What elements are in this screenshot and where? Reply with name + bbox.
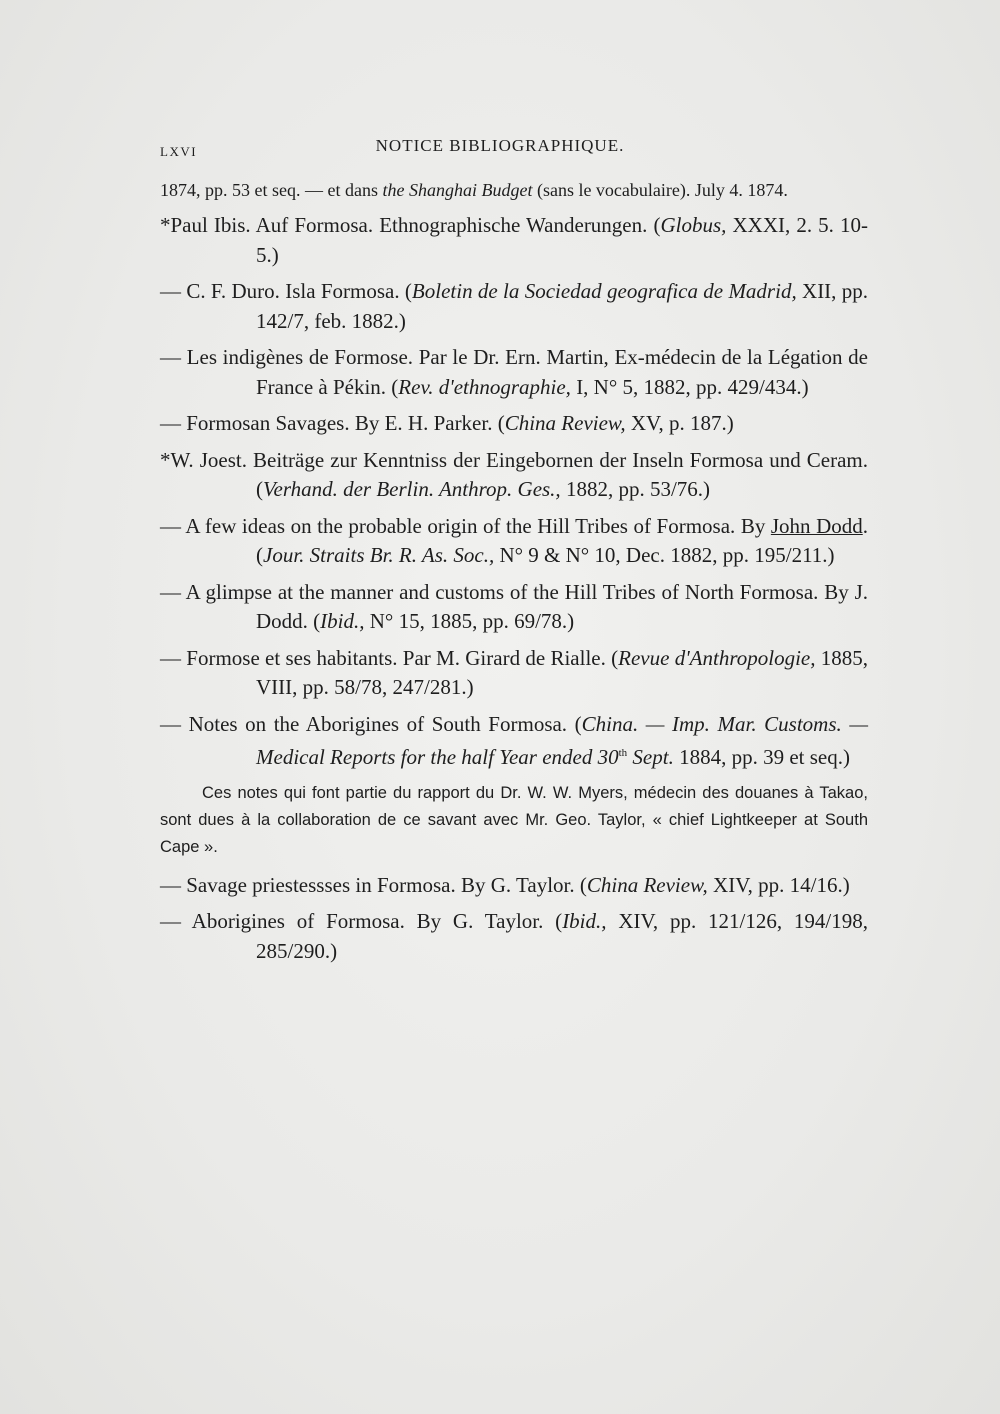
entry-text: N° 15, 1885, pp. 69/78.): [364, 609, 575, 633]
bib-entry-taylor-priestesses: [160, 871, 868, 901]
entry-source-italic: Sept.: [627, 745, 674, 769]
continued-entry: [160, 178, 868, 203]
entry-marker: *: [160, 447, 171, 472]
entry-marker: —: [160, 711, 181, 736]
bib-entry-dodd-ideas: [160, 512, 868, 571]
folio-number: LXVI: [160, 144, 198, 159]
entry-text: . (: [256, 513, 868, 567]
entry-source-italic: Ibid.,: [562, 909, 607, 933]
bib-entry-rialle: [160, 644, 868, 703]
bib-entry-martin: [160, 343, 868, 402]
entry-text: XV, p. 187.): [625, 411, 734, 435]
editorial-note: Ces notes qui font partie du rapport du Dr. W. W. Myers, médecin des douanes à Takao, sont dues à la collaboration de ce savant avec Mr. Geo. Taylor, « chief Lightkeeper at South Cape ».: [160, 783, 868, 856]
bib-entry-duro: [160, 277, 868, 336]
entry-text: Savage priestessses in Formosa. By G. Taylor. (: [186, 872, 587, 897]
entry-source-italic: Rev. d'ethnographie,: [398, 374, 571, 399]
entry-text: (sans le vocabulaire). July 4. 1874.: [532, 180, 788, 200]
entry-source-italic: China. — Imp. Mar. Customs. — Medical Reports for the half Year ended 30: [256, 711, 869, 769]
entry-marker: *: [160, 213, 171, 237]
bib-entry-dodd-glimpse: [160, 578, 868, 637]
entry-source-italic: Boletin de la Sociedad geografica de Madrid,: [411, 279, 797, 303]
entry-title-italic: the Shanghai Budget: [382, 180, 533, 200]
entry-marker: —: [160, 872, 181, 897]
entry-marker: —: [160, 645, 181, 670]
entry-text: C. F. Duro. Isla Formosa. (: [186, 279, 412, 303]
entry-text: Les indigènes de Formose. Par le Dr. Ern. Martin, Ex-médecin de la Légation de France à Pékin. (: [186, 345, 868, 399]
entry-text: Paul Ibis. Auf Formosa. Ethnographische Wanderungen. (: [170, 213, 661, 237]
entry-source-italic: China Review,: [504, 411, 626, 435]
running-title: NOTICE BIBLIOGRAPHIQUE.: [375, 136, 625, 155]
entry-text: XXXI, 2. 5. 10-5.): [256, 213, 869, 267]
underlined-author: John Dodd: [770, 513, 863, 538]
entry-text: 1874, pp. 53 et seq. — et dans: [160, 180, 383, 200]
entry-source-italic: Revue d'Anthropologie,: [618, 645, 816, 670]
entry-text: 1885, VIII, pp. 58/78, 247/281.): [256, 645, 869, 699]
entry-text: N° 9 & N° 10, Dec. 1882, pp. 195/211.): [494, 543, 835, 567]
entry-text: Notes on the Aborigines of South Formosa. (: [188, 711, 582, 736]
entry-text: I, N° 5, 1882, pp. 429/434.): [570, 374, 809, 399]
bib-entry-joest: [160, 446, 868, 505]
entry-text: A few ideas on the probable origin of the Hill Tribes of Formosa. By: [185, 513, 771, 538]
bib-entry-taylor-aborigines: [160, 907, 868, 966]
superscript: th: [618, 747, 628, 759]
entry-text: XIV, pp. 14/16.): [707, 872, 850, 897]
entry-text: XII, pp. 142/7, feb. 1882.): [256, 279, 869, 333]
bib-entry-parker: [160, 409, 868, 439]
entry-source-italic: Verhand. der Berlin. Anthrop. Ges.,: [263, 477, 561, 501]
bibliography-body: [160, 178, 868, 973]
entry-source-italic: Globus,: [660, 213, 727, 237]
entry-text: W. Joest. Beiträge zur Kenntniss der Eingebornen der Inseln Formosa und Ceram. (: [170, 447, 868, 501]
bib-entry-ibis: [160, 211, 868, 270]
entry-source-italic: Ibid.,: [320, 609, 365, 633]
entry-marker: —: [160, 345, 181, 369]
entry-marker: —: [160, 579, 181, 604]
entry-marker: —: [160, 411, 181, 435]
entry-source-italic: Jour. Straits Br. R. As. Soc.,: [263, 543, 495, 567]
entry-marker: —: [160, 513, 181, 538]
entry-marker: —: [160, 909, 181, 933]
bib-entry-notes-south-formosa: [160, 710, 868, 773]
entry-marker: —: [160, 279, 181, 303]
entry-text: Formose et ses habitants. Par M. Girard de Rialle. (: [186, 645, 619, 670]
entry-text: Aborigines of Formosa. By G. Taylor. (: [191, 909, 563, 933]
entry-text: 1884, pp. 39 et seq.): [673, 745, 850, 769]
entry-source-italic: China Review,: [586, 872, 708, 897]
entry-text: 1882, pp. 53/76.): [560, 477, 711, 501]
entry-text: Formosan Savages. By E. H. Parker. (: [186, 411, 505, 435]
entry-text: XIV, pp. 121/126, 194/198, 285/290.): [256, 909, 869, 963]
entry-text: A glimpse at the manner and customs of the Hill Tribes of North Formosa. By J. Dodd. (: [185, 579, 869, 633]
